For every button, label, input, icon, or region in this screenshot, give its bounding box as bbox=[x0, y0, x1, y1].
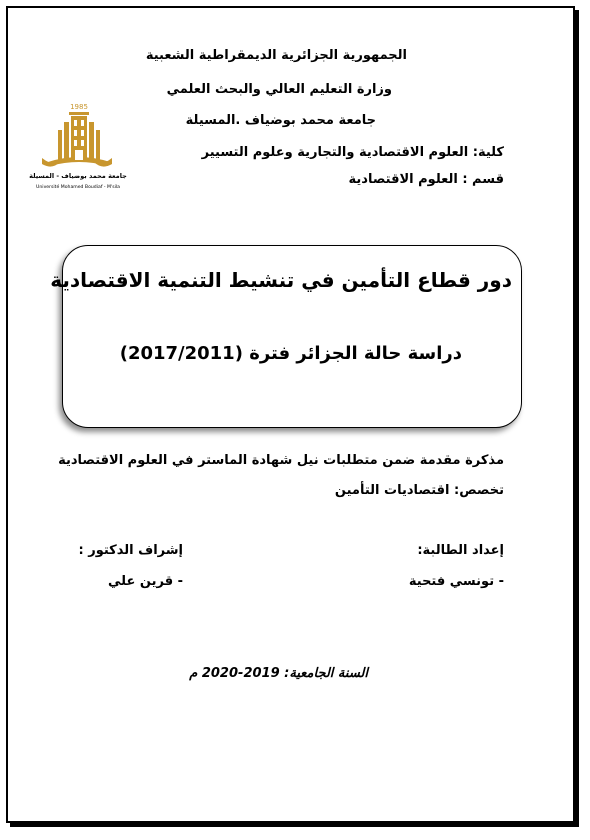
logo-year: 1985 bbox=[70, 103, 88, 111]
supervisor-name: - قرين علي bbox=[108, 574, 183, 589]
republic-line: الجمهورية الجزائرية الديمقراطية الشعبية bbox=[145, 48, 407, 63]
thesis-description: مذكرة مقدمة ضمن متطلبات نيل شهادة الماستر في العلوم الاقتصادية bbox=[58, 453, 504, 468]
academic-year: السنة الجامعية: 2019-2020 م bbox=[189, 666, 368, 681]
department-line: قسم : العلوم الاقتصادية bbox=[348, 172, 504, 187]
supervisor-label: إشراف الدكتور : bbox=[78, 543, 183, 558]
student-name: - تونسي فتحية bbox=[408, 574, 504, 589]
university-line: جامعة محمد بوضياف .المسيلة bbox=[185, 113, 376, 128]
ministry-line: وزارة التعليم العالي والبحث العلمي bbox=[166, 82, 392, 97]
logo-name-fr: Université Mohamed Boudiaf - M'sila bbox=[36, 185, 120, 190]
thesis-title: دور قطاع التأمين في تنشيط التنمية الاقتصادية bbox=[50, 268, 512, 292]
logo-name-ar: جامعة محمد بوضياف - المسيلة bbox=[29, 172, 127, 180]
university-logo bbox=[29, 100, 127, 196]
thesis-subtitle: دراسة حالة الجزائر فترة (2017/2011) bbox=[119, 343, 462, 364]
faculty-line: كلية: العلوم الاقتصادية والتجارية وعلوم التسيير bbox=[201, 145, 504, 160]
student-label: إعداد الطالبة: bbox=[417, 543, 504, 558]
thesis-specialty: تخصص: اقتصاديات التأمين bbox=[334, 483, 504, 498]
